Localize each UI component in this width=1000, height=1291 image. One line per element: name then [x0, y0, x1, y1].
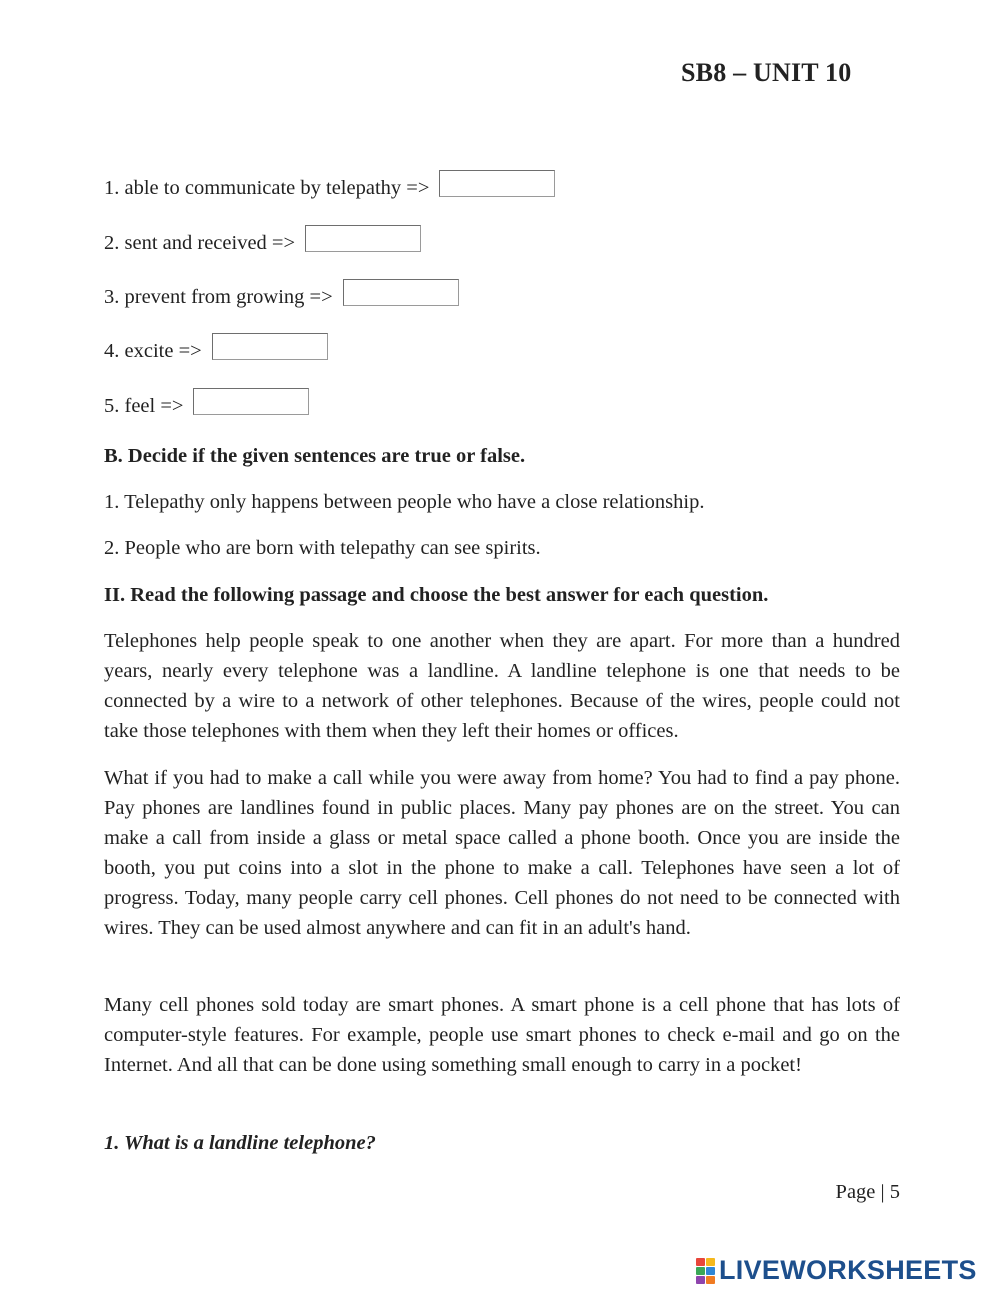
vocab-item-label: 1. able to communicate by telepathy => [104, 177, 430, 199]
vocab-item-3 [104, 279, 459, 311]
answer-input-3[interactable] [343, 279, 459, 306]
tf-statement-1: 1. Telepathy only happens between people who have a close relationship. [104, 491, 705, 513]
vocab-item-label: 2. sent and received => [104, 232, 296, 254]
tf-statement-2: 2. People who are born with telepathy can see spirits. [104, 537, 541, 559]
answer-input-2[interactable] [305, 225, 421, 252]
answer-input-4[interactable] [212, 333, 328, 360]
vocab-item-1 [104, 170, 555, 202]
passage-paragraph-3: Many cell phones sold today are smart phones. A smart phone is a cell phone that has lots of computer-style features. For example, people use smart phones to check e-mail and go on the Internet. And all that can be done using something small enough to carry in a pocket! [104, 994, 900, 1076]
answer-input-5[interactable] [193, 388, 309, 415]
vocab-item-label: 4. excite => [104, 340, 202, 362]
page-number: Page | 5 [835, 1181, 900, 1203]
vocab-item-label: 3. prevent from growing => [104, 286, 333, 308]
unit-title: SB8 – UNIT 10 [681, 58, 852, 87]
vocab-item-5 [104, 388, 309, 420]
passage-paragraph-1: Telephones help people speak to one another when they are apart. For more than a hundred years, nearly every telephone was a landline. A landline telephone is one that needs to be connected by a wire to a network of other telephones. Because of the wires, people could not take those telephones with them when they left their homes or offices. [104, 630, 900, 742]
answer-input-1[interactable] [439, 170, 555, 197]
vocab-item-2 [104, 225, 421, 257]
liveworksheets-logo-icon [696, 1256, 716, 1284]
question-1: 1. What is a landline telephone? [104, 1132, 376, 1154]
section-b-heading: B. Decide if the given sentences are true or false. [104, 445, 526, 467]
liveworksheets-brand: LIVEWORKSHEETS [719, 1255, 977, 1285]
section-ii-heading: II. Read the following passage and choose the best answer for each question. [104, 584, 769, 606]
passage-paragraph-2: What if you had to make a call while you were away from home? You had to find a pay phone. Pay phones are landlines found in public places. Many pay phones are on the street. You can make a call from inside a glass or metal space called a phone booth. Once you are inside the booth, you put coins into a slot in the phone to make a call. Telephones have seen a lot of progress. Today, many people carry cell phones. Cell phones do not need to be connected with wires. They can be used almost anywhere and can fit in an adult's hand. [104, 767, 900, 939]
vocab-item-4 [104, 333, 328, 365]
liveworksheets-logo [696, 1254, 977, 1286]
vocab-item-label: 5. feel => [104, 395, 184, 417]
